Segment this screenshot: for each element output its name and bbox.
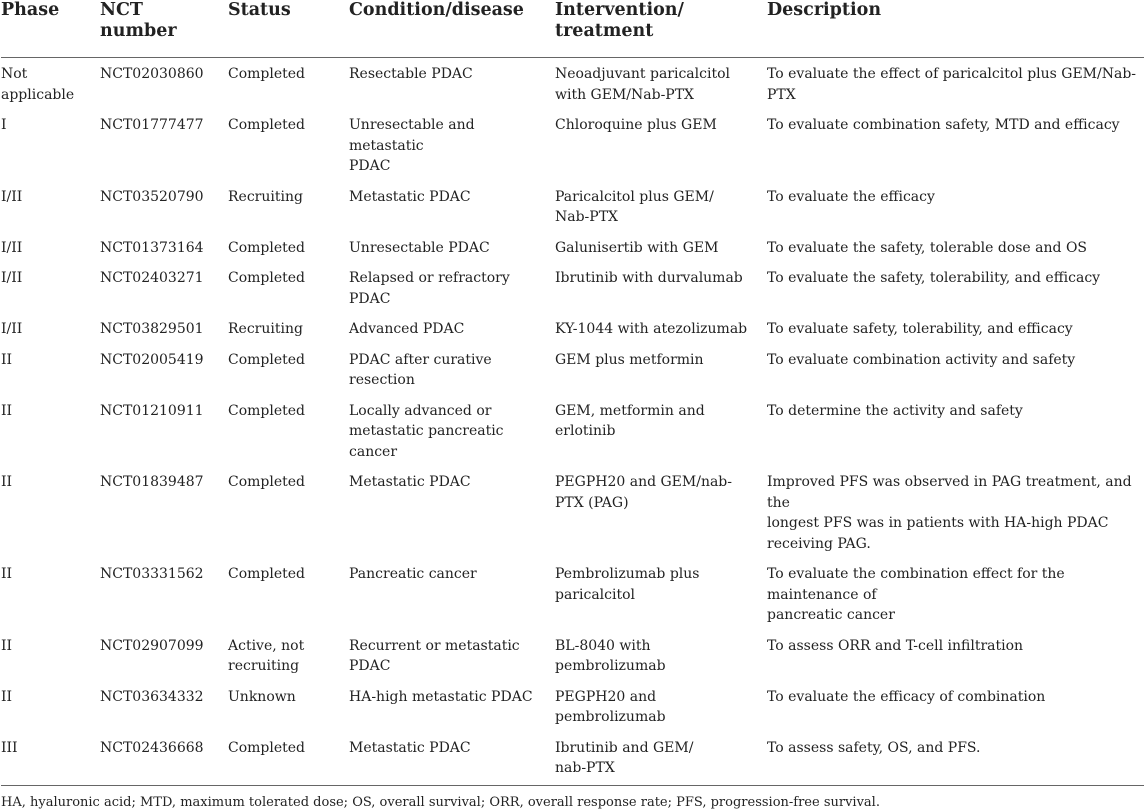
intervention-cell [555,262,767,313]
intervention-cell [555,732,767,786]
description-cell [767,109,1144,181]
cell-text-line: resection [349,372,415,388]
cell-text-line: To evaluate combination safety, MTD and efficacy [767,117,1120,133]
intervention-cell [555,313,767,344]
cell-text-line: Ibrutinib with durvalumab [555,270,743,286]
description-cell [767,558,1144,630]
cell-text-line: GEM plus metformin [555,351,704,368]
status-cell [228,232,349,263]
cell-text-line: Pancreatic cancer [349,566,477,582]
cell-text-line: II [1,688,13,705]
header-description [767,0,1144,58]
cell-text-line: I/II [1,270,23,286]
table-row [1,232,1144,263]
cell-text-line: pembrolizumab [555,658,666,674]
cell-text-line: Metastatic PDAC [349,739,471,756]
status-cell [228,313,349,344]
cell-text-line: Improved PFS was observed in PAG treatment, and the [767,474,1132,511]
cell-text-line: II [1,637,13,654]
header-status [228,0,349,58]
header-phase [1,0,100,58]
cell-text-line: Not [1,66,28,82]
condition-cell [349,466,555,558]
condition-cell [349,344,555,395]
header-text-line: number [100,21,177,41]
nct-number-cell: NCT03520790 [100,188,204,205]
intervention-cell [555,558,767,630]
cell-text-line: pancreatic cancer [767,607,895,623]
cell-text-line: Unresectable and metastatic [349,117,475,154]
cell-text-line: I/II [1,188,23,205]
cell-text-line: Active, not [228,637,305,654]
status-cell [228,344,349,395]
cell-text-line: longest PFS was in patients with HA-high PDAC [767,515,1109,531]
table-row [1,630,1144,681]
condition-cell [349,181,555,232]
cell-text-line: To evaluate the efficacy of combination [767,688,1046,705]
phase-cell [1,313,100,344]
table-row [1,109,1144,181]
cell-text-line: PDAC [349,290,391,307]
cell-text-line: Locally advanced or [349,402,492,419]
header-text-line: Phase [1,0,60,20]
cell-text-line: PEGPH20 and GEM/nab- [555,474,733,490]
table-footnote: HA, hyaluronic acid; MTD, maximum tolerated dose; OS, overall survival; ORR, overall response rate; PFS, progression-free survival. [1,794,880,810]
cell-text-line: applicable [1,86,75,103]
nct-number-cell: NCT01777477 [100,117,204,133]
nct-number-cell: NCT03331562 [100,566,204,582]
intervention-cell [555,109,767,181]
header-text-line: NCT [100,0,143,20]
cell-text-line: To assess ORR and T-cell infiltration [767,637,1024,654]
description-cell [767,262,1144,313]
header-text-line: Intervention/ [555,0,684,20]
condition-cell [349,58,555,110]
cell-text-line: To evaluate the safety, tolerability, and efficacy [767,270,1101,286]
phase-cell [1,58,100,110]
description-cell [767,681,1144,732]
phase-cell [1,344,100,395]
phase-cell [1,181,100,232]
nct-number-cell: NCT01210911 [100,402,204,419]
cell-text-line: PDAC [349,658,391,674]
table-body [1,58,1144,786]
cell-text-line: Neoadjuvant paricalcitol [555,66,730,82]
cell-text-line: Metastatic PDAC [349,188,471,205]
cell-text-line: Pembrolizumab plus [555,566,700,582]
cell-text-line: with GEM/Nab-PTX [555,86,695,103]
phase-cell [1,109,100,181]
cell-text-line: Advanced PDAC [349,321,465,337]
table-row [1,558,1144,630]
description-cell [767,344,1144,395]
description-cell [767,466,1144,558]
status-cell [228,181,349,232]
condition-cell [349,395,555,467]
table-header [1,0,1144,58]
intervention-cell [555,681,767,732]
phase-cell [1,232,100,263]
cell-text-line: Completed [228,566,306,582]
table-row [1,181,1144,232]
cell-text-line: To determine the activity and safety [767,402,1023,419]
cell-text-line: Recruiting [228,321,303,337]
description-cell [767,313,1144,344]
cell-text-line: To evaluate the safety, tolerable dose and OS [767,239,1088,256]
cell-text-line: Unknown [228,688,296,705]
description-cell [767,732,1144,786]
description-cell [767,630,1144,681]
header-row [1,0,1144,58]
nct-number-cell: NCT02436668 [100,732,228,786]
cell-text-line: nab-PTX [555,760,615,776]
header-text-line: Condition/disease [349,0,524,20]
intervention-cell [555,58,767,110]
phase-cell [1,558,100,630]
cell-text-line: PDAC after curative [349,351,492,368]
cell-text-line: Relapsed or refractory [349,270,510,286]
phase-cell [1,732,100,786]
cell-text-line: II [1,402,13,419]
nct-number-cell: NCT02907099 [100,637,204,654]
cell-text-line: To evaluate combination activity and safety [767,351,1076,368]
cell-text-line: Completed [228,351,306,368]
cell-text-line: PDAC [349,158,391,174]
description-cell [767,232,1144,263]
nct-number-cell: NCT03829501 [100,321,204,337]
cell-text-line: erlotinib [555,423,616,439]
status-cell [228,466,349,558]
condition-cell [349,681,555,732]
clinical-trials-table [1,0,1144,786]
cell-text-line: metastatic pancreatic cancer [349,423,504,460]
cell-text-line: To evaluate safety, tolerability, and efficacy [767,321,1073,337]
cell-text-line: receiving PAG. [767,535,871,552]
intervention-cell [555,466,767,558]
table-row [1,681,1144,732]
phase-cell [1,466,100,558]
cell-text-line: pembrolizumab [555,709,666,725]
cell-text-line: Unresectable PDAC [349,239,490,256]
cell-text-line: I/II [1,321,23,337]
status-cell [228,58,349,110]
cell-text-line: To evaluate the combination effect for the maintenance of [767,566,1065,603]
cell-text-line: GEM, metformin and [555,402,705,419]
cell-text-line: Ibrutinib and GEM/ [555,739,694,756]
status-cell [228,681,349,732]
cell-text-line: PTX (PAG) [555,494,629,511]
cell-text-line: Nab-PTX [555,209,619,225]
cell-text-line: Completed [228,474,306,490]
status-cell [228,558,349,630]
cell-text-line: Galunisertib with GEM [555,239,719,256]
nct-number-cell: NCT03634332 [100,688,204,705]
cell-text-line: Completed [228,117,306,133]
cell-text-line: Recurrent or metastatic [349,637,520,654]
table-row [1,466,1144,558]
status-cell [228,109,349,181]
header-intervention [555,0,767,58]
cell-text-line: Recruiting [228,188,303,205]
cell-text-line: Completed [228,239,306,256]
cell-text-line: Metastatic PDAC [349,474,471,490]
status-cell [228,262,349,313]
condition-cell [349,262,555,313]
cell-text-line: II [1,351,13,368]
header-text-line: treatment [555,21,654,41]
description-cell [767,395,1144,467]
cell-text-line: To assess safety, OS, and PFS. [767,739,981,756]
cell-text-line: Resectable PDAC [349,66,473,82]
description-cell [767,58,1144,110]
cell-text-line: Completed [228,66,306,82]
condition-cell [349,630,555,681]
condition-cell [349,232,555,263]
cell-text-line: II [1,474,13,490]
status-cell [228,630,349,681]
header-text-line: Description [767,0,882,20]
condition-cell [349,313,555,344]
cell-text-line: Completed [228,739,306,756]
cell-text-line: Completed [228,402,306,419]
phase-cell [1,681,100,732]
cell-text-line: Completed [228,270,306,286]
cell-text-line: BL-8040 with [555,637,651,654]
cell-text-line: To evaluate the efficacy [767,188,935,205]
table-row [1,313,1144,344]
cell-text-line: paricalcitol [555,586,635,603]
condition-cell [349,732,555,786]
intervention-cell [555,181,767,232]
status-cell [228,395,349,467]
header-condition [349,0,555,58]
condition-cell [349,109,555,181]
cell-text-line: II [1,566,13,582]
nct-number-cell: NCT01373164 [100,239,204,256]
cell-text-line: Paricalcitol plus GEM/ [555,188,714,205]
intervention-cell [555,232,767,263]
phase-cell [1,630,100,681]
cell-text-line: Chloroquine plus GEM [555,117,717,133]
table-row [1,262,1144,313]
cell-text-line: KY-1044 with atezolizumab [555,321,748,337]
nct-number-cell: NCT02403271 [100,270,204,286]
nct-number-cell: NCT01839487 [100,474,204,490]
header-nct-number [100,0,228,58]
nct-number-cell: NCT02005419 [100,351,204,368]
phase-cell [1,262,100,313]
nct-number-cell: NCT02030860 [100,66,204,82]
status-cell [228,732,349,786]
cell-text-line: III [1,739,18,756]
cell-text-line: I [1,117,7,133]
cell-text-line: recruiting [228,658,300,674]
table-row [1,732,1144,786]
phase-cell [1,395,100,467]
table-row [1,344,1144,395]
header-text-line: Status [228,0,291,20]
intervention-cell [555,344,767,395]
table-row [1,395,1144,467]
cell-text-line: To evaluate the effect of paricalcitol plus GEM/Nab-PTX [767,66,1137,103]
condition-cell [349,558,555,630]
intervention-cell [555,630,767,681]
description-cell [767,181,1144,232]
cell-text-line: HA-high metastatic PDAC [349,688,533,705]
intervention-cell [555,395,767,467]
cell-text-line: PEGPH20 and [555,688,657,705]
cell-text-line: I/II [1,239,23,256]
table-row [1,58,1144,110]
